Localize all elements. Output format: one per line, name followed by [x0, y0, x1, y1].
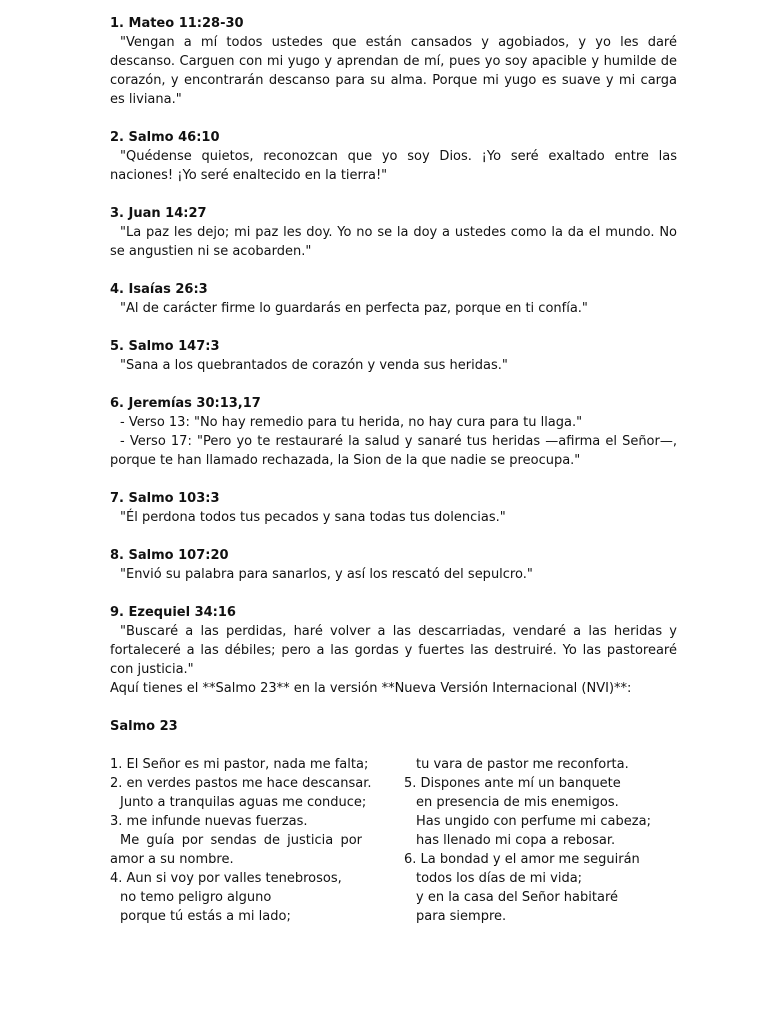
verse-text: "Quédense quietos, reconozcan que yo soy Dios. ¡Yo seré exaltado entre las naciones! ¡Yo seré enaltecido en la tierra!" [110, 149, 677, 183]
psalm-line: para siempre. [416, 909, 507, 924]
verse-block-1 [110, 14, 677, 109]
psalm-line: no temo peligro alguno [120, 890, 272, 905]
verse-reference: 2. Salmo 46:10 [110, 130, 220, 145]
verse-block-9 [110, 603, 677, 679]
psalm-line: porque tú estás a mi lado; [120, 909, 291, 924]
psalm-column-right [404, 755, 677, 926]
psalm-title: Salmo 23 [110, 719, 178, 734]
psalm-line: 2. en verdes pastos me hace descansar. [110, 776, 372, 791]
verse-text: "Vengan a mí todos ustedes que están cansados y agobiados, y yo les daré descanso. Carguen con mi yugo y aprendan de mí, pues yo soy apacible y humilde de corazón, y encontrarán descanso para su alma. Porque mi yugo es suave y mi carga es liviana." [110, 35, 677, 107]
psalm-line: amor a su nombre. [110, 852, 234, 867]
verse-text: - Verso 17: "Pero yo te restauraré la salud y sanaré tus heridas —afirma el Señor—, porque te han llamado rechazada, la Sion de la que nadie se preocupa." [110, 434, 677, 468]
verse-text: "Sana a los quebrantados de corazón y venda sus heridas." [120, 358, 508, 373]
psalm-line: tu vara de pastor me reconforta. [416, 757, 629, 772]
verse-reference: 5. Salmo 147:3 [110, 339, 220, 354]
verse-block-2 [110, 128, 677, 185]
psalm-line: 1. El Señor es mi pastor, nada me falta; [110, 757, 369, 772]
verse-block-7 [110, 489, 677, 527]
verse-block-4 [110, 280, 677, 318]
verse-reference: 9. Ezequiel 34:16 [110, 605, 236, 620]
verse-block-5 [110, 337, 677, 375]
psalm-line: en presencia de mis enemigos. [416, 795, 619, 810]
document-page [110, 14, 677, 926]
psalm-columns [110, 755, 677, 926]
psalm-line: 6. La bondad y el amor me seguirán [404, 852, 640, 867]
psalm-line: todos los días de mi vida; [416, 871, 583, 886]
verse-reference: 4. Isaías 26:3 [110, 282, 208, 297]
verse-reference: 1. Mateo 11:28-30 [110, 16, 244, 31]
verse-text: "La paz les dejo; mi paz les doy. Yo no se la doy a ustedes como la da el mundo. No se angustien ni se acobarden." [110, 225, 677, 259]
psalm-column-left [110, 755, 372, 926]
verse-reference: 3. Juan 14:27 [110, 206, 207, 221]
verse-reference: 7. Salmo 103:3 [110, 491, 220, 506]
psalm-line: 3. me infunde nuevas fuerzas. [110, 814, 308, 829]
verse-text: "Al de carácter firme lo guardarás en perfecta paz, porque en ti confía." [120, 301, 588, 316]
verse-block-3 [110, 204, 677, 261]
psalm-intro: Aquí tienes el **Salmo 23** en la versión **Nueva Versión Internacional (NVI)**: [110, 681, 632, 696]
verse-text: "Él perdona todos tus pecados y sana todas tus dolencias." [120, 510, 506, 525]
verse-text: "Envió su palabra para sanarlos, y así los rescató del sepulcro." [120, 567, 533, 582]
psalm-line: Has ungido con perfume mi cabeza; [416, 814, 651, 829]
psalm-line: 4. Aun si voy por valles tenebrosos, [110, 871, 342, 886]
verse-reference: 6. Jeremías 30:13,17 [110, 396, 261, 411]
verse-block-8 [110, 546, 677, 584]
verse-text: "Buscaré a las perdidas, haré volver a las descarriadas, vendaré a las heridas y fortaleceré a las débiles; pero a las gordas y fuertes las destruiré. Yo las pastorearé con justicia." [110, 624, 677, 677]
psalm-line: Me guía por sendas de justicia por [120, 833, 362, 848]
psalm-line: Junto a tranquilas aguas me conduce; [120, 795, 367, 810]
psalm-line: has llenado mi copa a rebosar. [416, 833, 616, 848]
verse-block-6 [110, 394, 677, 470]
psalm-line: y en la casa del Señor habitaré [416, 890, 618, 905]
verse-reference: 8. Salmo 107:20 [110, 548, 229, 563]
verse-text: - Verso 13: "No hay remedio para tu herida, no hay cura para tu llaga." [120, 415, 583, 430]
psalm-line: 5. Dispones ante mí un banquete [404, 776, 621, 791]
